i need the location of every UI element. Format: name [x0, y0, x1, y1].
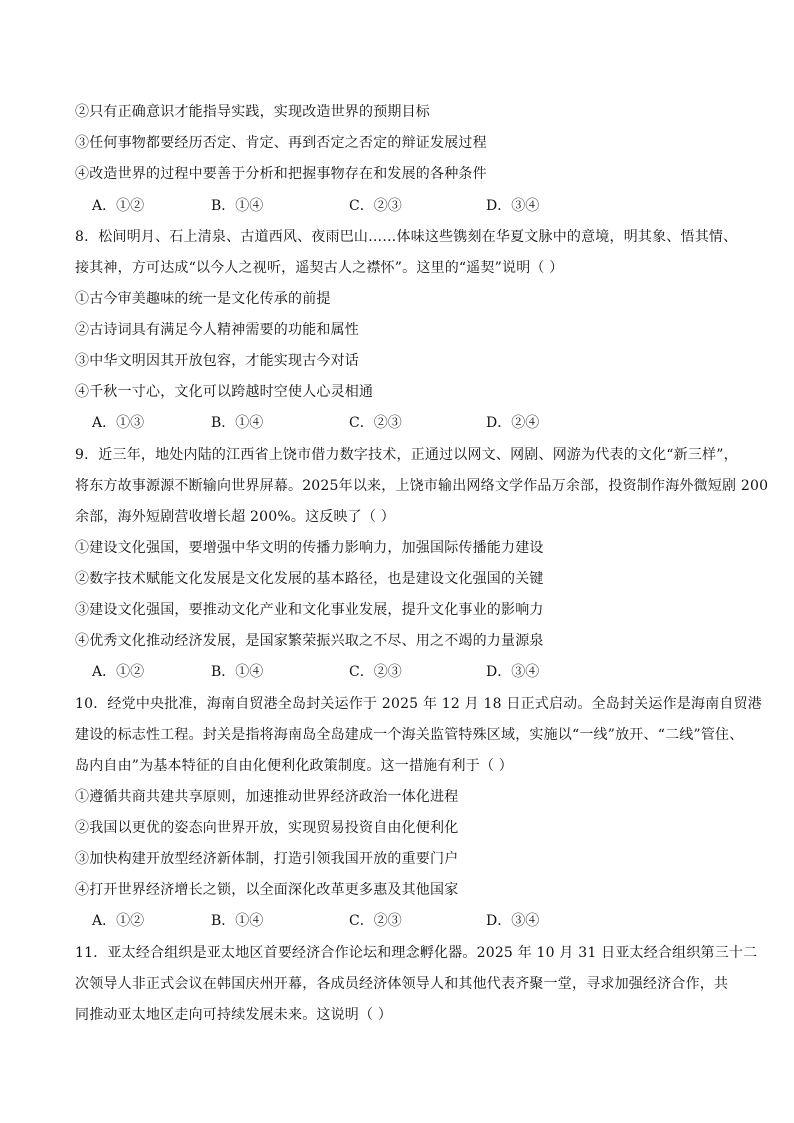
q10-item-1: ①遵循共商共建共享原则，加速推动世界经济政治一体化进程	[75, 789, 459, 805]
q9-option-c: C．②③	[349, 664, 402, 680]
q9-options	[92, 662, 732, 682]
q8-item-3: ③中华文明因其开放包容，才能实现古今对话	[75, 353, 359, 369]
q11-stem-line-3: 同推动亚太地区走向可持续发展未来。这说明（ ）	[75, 1007, 393, 1023]
q8-option-b: B．①④	[211, 415, 264, 431]
q9-item-2: ②数字技术赋能文化发展是文化发展的基本路径，也是建设文化强国的关键	[75, 571, 544, 587]
q8-stem-line-1: 8．松间明月、石上清泉、古道西风、夜雨巴山……体味这些镌刻在华夏文脉中的意境，明其象、悟其情、	[75, 229, 738, 245]
q9-item-1: ①建设文化强国，要增强中华文明的传播力影响力，加强国际传播能力建设	[75, 540, 544, 556]
q10-option-b: B．①④	[211, 913, 264, 929]
q7-options	[92, 196, 732, 216]
q10-option-c: C．②③	[349, 913, 402, 929]
q8-options	[92, 413, 732, 433]
q9-option-a: A．①②	[92, 664, 145, 680]
q7-option-d: D．③④	[486, 198, 540, 214]
q7-option-b: B．①④	[211, 198, 264, 214]
q8-stem-line-2: 接其神，方可达成“以今人之视听，遥契古人之襟怀”。这里的“遥契”说明（ ）	[75, 260, 564, 276]
q10-item-2: ②我国以更优的姿态向世界开放，实现贸易投资自由化便利化	[75, 820, 459, 836]
q10-option-d: D．③④	[486, 913, 540, 929]
q9-item-4: ④优秀文化推动经济发展，是国家繁荣振兴取之不尽、用之不竭的力量源泉	[75, 633, 544, 649]
q11-stem-line-1: 11．亚太经合组织是亚太地区首要经济合作论坛和理念孵化器。2025 年 10 月 31 日亚太经合组织第三十二	[75, 945, 758, 961]
q8-item-2: ②古诗词具有满足今人精神需要的功能和属性	[75, 322, 359, 338]
q10-stem-line-2: 建设的标志性工程。封关是指将海南岛全岛建成一个海关监管特殊区域，实施以“一线”放开、“二线”管住、	[75, 727, 744, 743]
q8-option-a: A．①③	[92, 415, 145, 431]
q10-stem-line-1: 10．经党中央批准，海南自贸港全岛封关运作于 2025 年 12 月 18 日正式启动。全岛封关运作是海南自贸港	[75, 696, 762, 712]
q9-stem-line-3: 余部，海外短剧营收增长超 200%。这反映了（ ）	[75, 509, 395, 525]
q9-option-d: D．③④	[486, 664, 540, 680]
q9-stem-line-1: 9．近三年，地处内陆的江西省上饶市借力数字技术，正通过以网文、网剧、网游为代表的文化“新三样”，	[75, 447, 738, 463]
q9-stem-line-2: 将东方故事源源不断输向世界屏幕。2025年以来，上饶市输出网络文学作品万余部，投资制作海外微短剧 200	[75, 478, 769, 494]
q10-option-a: A．①②	[92, 913, 145, 929]
q10-item-4: ④打开世界经济增长之锁，以全面深化改革更多惠及其他国家	[75, 882, 459, 898]
q10-stem-line-3: 岛内自由”为基本特征的自由化便利化政策制度。这一措施有利于（ ）	[75, 758, 514, 774]
q11-stem-line-2: 次领导人非正式会议在韩国庆州开幕，各成员经济体领导人和其他代表齐聚一堂，寻求加强经济合作，共	[75, 976, 729, 992]
q7-option-a: A．①②	[92, 198, 145, 214]
q7-item-2: ②只有正确意识才能指导实践，实现改造世界的预期目标	[75, 104, 430, 120]
q8-item-4: ④千秋一寸心，文化可以跨越时空使人心灵相通	[75, 384, 374, 400]
q9-item-3: ③建设文化强国，要推动文化产业和文化事业发展，提升文化事业的影响力	[75, 602, 544, 618]
q7-item-4: ④改造世界的过程中要善于分析和把握事物存在和发展的各种条件	[75, 166, 487, 182]
q8-item-1: ①古今审美趣味的统一是文化传承的前提	[75, 291, 331, 307]
q7-option-c: C．②③	[349, 198, 402, 214]
q8-option-c: C．②③	[349, 415, 402, 431]
q7-item-3: ③任何事物都要经历否定、肯定、再到否定之否定的辩证发展过程	[75, 135, 487, 151]
q8-option-d: D．②④	[486, 415, 540, 431]
q10-options	[92, 911, 732, 931]
q10-item-3: ③加快构建开放型经济新体制，打造引领我国开放的重要门户	[75, 851, 459, 867]
q9-option-b: B．①④	[211, 664, 264, 680]
